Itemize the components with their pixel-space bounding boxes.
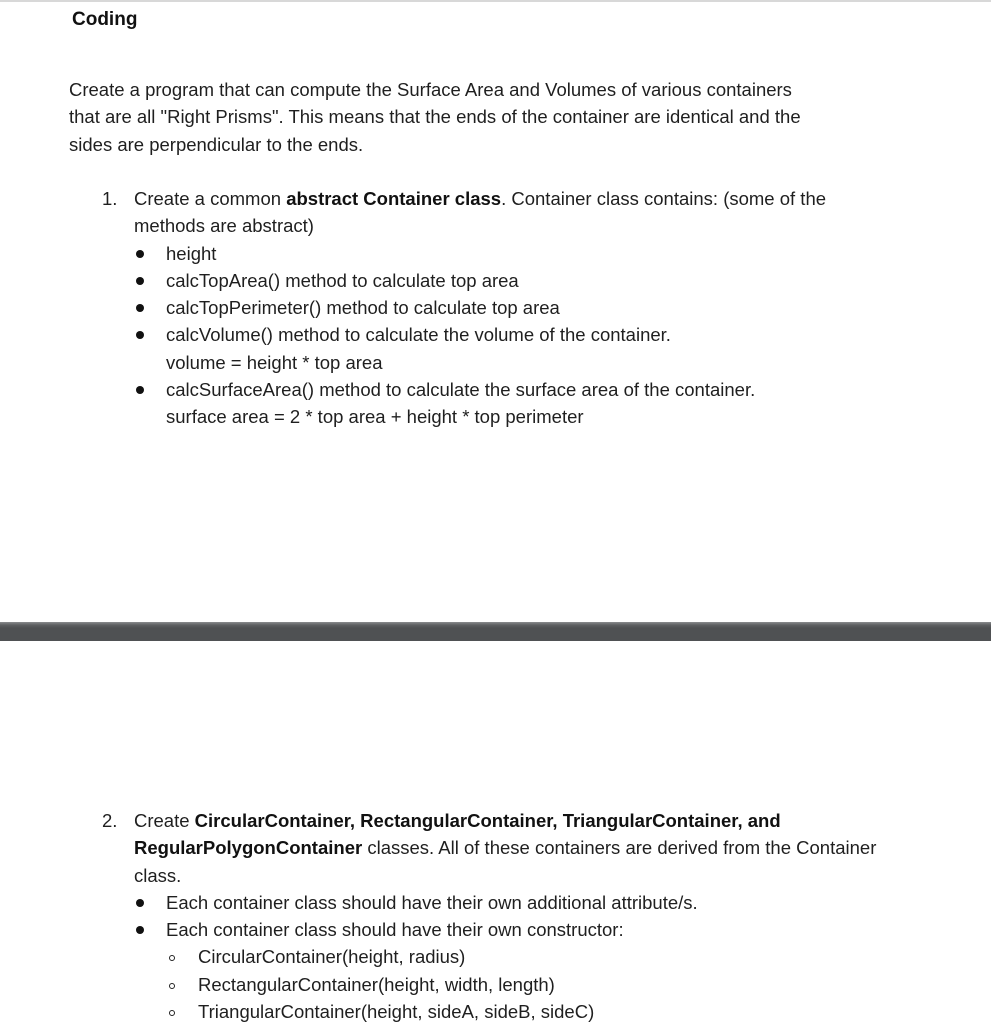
section-heading: Coding [72,9,138,30]
hollow-circle-bullet-icon [169,983,175,989]
bullet-text: calcTopPerimeter() method to calculate top area [166,297,560,319]
list-item-2 [102,807,922,1025]
bullet-text: calcVolume() method to calculate the volume of the container. [166,324,671,346]
item-text: class. [134,864,182,886]
sub-bullet-text: TriangularContainer(height, sideA, sideB, sideC) [198,1001,595,1023]
bullet-item [134,294,882,321]
intro-line: Create a program that can compute the Surface Area and Volumes of various containers [69,79,792,100]
list-number: 2. [102,810,118,831]
bullet-list [134,240,882,431]
item-text [134,185,882,212]
bullet-list [134,889,922,944]
sub-bullet-text: RectangularContainer(height, width, length) [198,973,555,995]
intro-paragraph [69,76,889,158]
text-run: . Container class contains: (some of the [501,188,827,209]
list-item-1 [102,185,882,431]
bullet-text: Each container class should have their own additional attribute/s. [166,891,698,913]
bullet-item [134,321,882,376]
list-number: 1. [102,188,118,209]
hollow-circle-bullet-icon [169,1010,175,1016]
text-run: Create [134,810,195,831]
bullet-dot-icon [136,899,144,907]
bullet-item [134,376,882,431]
text-run: Create a common [134,188,287,209]
item-text [134,834,922,861]
bullet-dot-icon [136,304,144,312]
page-separator [0,622,991,641]
formula-text: volume = height * top area [166,351,383,373]
list-item-body [134,185,882,431]
bullet-dot-icon [136,386,144,394]
item-text: methods are abstract) [134,215,314,237]
bullet-item [134,916,922,943]
sub-bullet-item [166,943,922,970]
bold-text: abstract Container class [286,188,502,209]
intro-line: sides are perpendicular to the ends. [69,133,364,155]
bullet-dot-icon [136,277,144,285]
text-run: classes. All of these containers are derived from the Container [362,837,877,859]
bold-text: RegularPolygonContainer [134,837,363,859]
bullet-text: calcSurfaceArea() method to calculate the surface area of the container. [166,379,756,401]
sub-bullet-item [166,971,922,998]
bullet-text: height [166,242,217,264]
formula-text: surface area = 2 * top area + height * top perimeter [166,406,584,428]
hollow-circle-bullet-icon [169,955,175,961]
bullet-dot-icon [136,331,144,339]
sub-bullet-list [166,943,922,1025]
intro-line: that are all "Right Prisms". This means that the ends of the container are identical and the [69,106,801,128]
sub-bullet-item [166,998,922,1025]
bullet-item [134,889,922,916]
bullet-dot-icon [136,926,144,934]
bullet-item [134,267,882,294]
list-item-body [134,807,922,1025]
bullet-text: calcTopArea() method to calculate top area [166,269,519,291]
bullet-item [134,240,882,267]
item-text [134,807,922,834]
bold-text: CircularContainer, RectangularContainer, TriangularContainer, and [194,810,781,831]
sub-bullet-text: CircularContainer(height, radius) [198,946,466,968]
bullet-text: Each container class should have their own constructor: [166,919,624,941]
bullet-dot-icon [136,250,144,258]
